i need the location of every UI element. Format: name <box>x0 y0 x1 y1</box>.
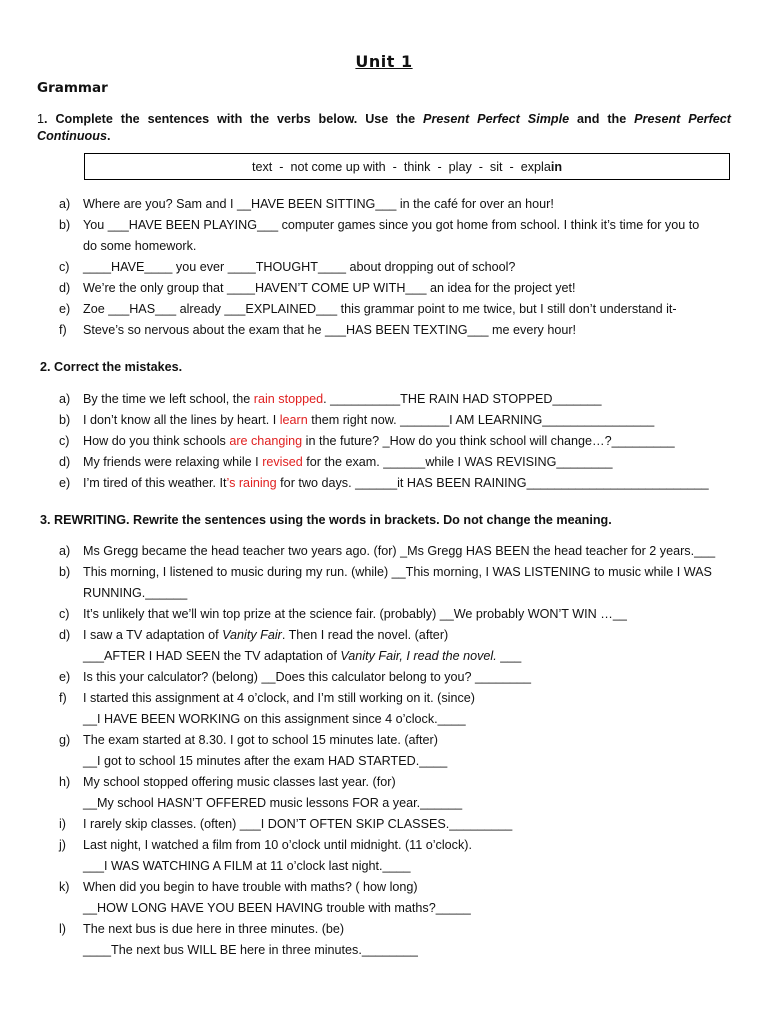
item-marker: c) <box>59 260 70 274</box>
item-text: . Then I read the novel. (after) <box>281 628 449 642</box>
verb-list: text - not come up with - think - play - sit - expla <box>251 159 551 174</box>
item-text: My friends were relaxing while I <box>83 455 263 469</box>
item-text: __I HAVE BEEN WORKING on this assignment since 4 o’clock.____ <box>83 712 466 726</box>
item-marker: f) <box>59 691 67 705</box>
list-item <box>0 646 731 667</box>
list-item <box>0 940 731 961</box>
item-marker: a) <box>59 392 71 406</box>
item-answer: for two days. ______it HAS BEEN RAINING__________________________ <box>276 476 709 490</box>
item-text: ___I WAS WATCHING A FILM at 11 o’clock last night.____ <box>83 859 411 873</box>
list-item <box>0 431 731 452</box>
list-item <box>0 541 731 562</box>
item-marker: d) <box>59 455 71 469</box>
item-answer: in the future? _How do you think school will change…?_________ <box>302 434 675 448</box>
item-marker: j) <box>59 838 66 852</box>
list-item <box>0 898 731 919</box>
item-marker: b) <box>59 413 71 427</box>
exercise-1-instructions <box>37 111 731 145</box>
item-title-italic: Vanity Fair <box>222 628 282 642</box>
item-marker: c) <box>59 434 70 448</box>
item-text: ____HAVE____ you ever ____THOUGHT____ about dropping out of school? <box>83 260 516 274</box>
item-text: __My school HASN’T OFFERED music lessons FOR a year.______ <box>83 796 463 810</box>
instr-text-c: and the <box>569 112 635 126</box>
item-text: The exam started at 8.30. I got to school 15 minutes late. (after) <box>83 733 438 747</box>
list-item <box>0 562 731 583</box>
list-item <box>0 604 731 625</box>
item-text: Ms Gregg became the head teacher two years ago. (for) _Ms Gregg HAS BEEN the head teacher for 2 years.___ <box>83 544 716 558</box>
list-item <box>0 299 731 320</box>
list-item <box>0 257 731 278</box>
list-item <box>0 688 731 709</box>
instr-text-e: . <box>106 129 111 143</box>
mistake-highlight: rain stopped <box>253 392 324 406</box>
exercise-1-number: 1 <box>37 112 45 126</box>
list-item <box>0 730 731 751</box>
list-item <box>0 583 731 604</box>
item-marker: l) <box>59 922 66 936</box>
item-marker: a) <box>59 197 71 211</box>
list-item <box>0 709 731 730</box>
item-text: I saw a TV adaptation of <box>83 628 223 642</box>
item-marker: h) <box>59 775 71 789</box>
item-text: Where are you? Sam and I __HAVE BEEN SITTING___ in the café for over an hour! <box>83 197 554 211</box>
item-text: __I got to school 15 minutes after the exam HAD STARTED.____ <box>83 754 448 768</box>
item-text: It’s unlikely that we’ll win top prize at the science fair. (probably) __We probably WON’T WIN …__ <box>83 607 627 621</box>
item-answer: for the exam. ______while I WAS REVISING________ <box>302 455 613 469</box>
item-marker: g) <box>59 733 71 747</box>
mistake-highlight: learn <box>279 413 308 427</box>
item-text: The next bus is due here in three minutes. (be) <box>83 922 345 936</box>
item-text: Is this your calculator? (belong) __Does this calculator belong to you? ________ <box>83 670 532 684</box>
item-text: do some homework. <box>83 239 197 253</box>
item-marker: a) <box>59 544 71 558</box>
list-item <box>0 278 731 299</box>
item-marker: e) <box>59 476 71 490</box>
mistake-highlight: revised <box>262 455 303 469</box>
item-marker: i) <box>59 817 66 831</box>
item-answer: . __________THE RAIN HAD STOPPED_______ <box>323 392 602 406</box>
exercise-2-heading: 2. Correct the mistakes. <box>40 360 183 374</box>
item-text: I’m tired of this weather. It <box>83 476 227 490</box>
mistake-highlight: are changing <box>229 434 303 448</box>
item-marker: d) <box>59 281 71 295</box>
item-text: When did you begin to have trouble with maths? ( how long) <box>83 880 418 894</box>
item-text: __HOW LONG HAVE YOU BEEN HAVING trouble with maths?_____ <box>83 901 471 915</box>
list-item <box>0 452 731 473</box>
item-marker: b) <box>59 565 71 579</box>
list-item <box>0 919 731 940</box>
list-item <box>0 473 731 494</box>
item-text: I started this assignment at 4 o’clock, and I’m still working on it. (since) <box>83 691 475 705</box>
item-marker: b) <box>59 218 71 232</box>
list-item <box>0 389 731 410</box>
item-text: This morning, I listened to music during my run. (while) __This morning, I WAS LISTENING to music while I WAS <box>83 565 712 579</box>
list-item <box>0 856 731 877</box>
list-item <box>0 835 731 856</box>
item-text: How do you think schools <box>83 434 230 448</box>
exercise-3-heading: 3. REWRITING. Rewrite the sentences using the words in brackets. Do not change the meaning. <box>40 513 612 527</box>
item-marker: e) <box>59 302 71 316</box>
exercise-1-list <box>0 194 731 341</box>
list-item <box>0 410 731 431</box>
item-text: By the time we left school, the <box>83 392 254 406</box>
instr-text-a: . Complete the sentences with the verbs below. Use the <box>44 112 424 126</box>
list-item <box>0 625 731 646</box>
item-text: ___AFTER I HAD SEEN the TV adaptation of <box>83 649 341 663</box>
list-item <box>0 772 731 793</box>
item-text: Zoe ___HAS___ already ___EXPLAINED___ this grammar point to me twice, but I still don’t understand it- <box>83 302 677 316</box>
page-title: Unit 1 <box>355 52 413 71</box>
list-item <box>0 793 731 814</box>
list-item <box>0 194 731 215</box>
mistake-highlight: ’s raining <box>226 476 277 490</box>
list-item <box>0 667 731 688</box>
item-text: RUNNING.______ <box>83 586 188 600</box>
item-marker: e) <box>59 670 71 684</box>
item-text: ____The next bus WILL BE here in three minutes.________ <box>83 943 418 957</box>
item-text: We’re the only group that ____HAVEN’T COME UP WITH___ an idea for the project yet! <box>83 281 576 295</box>
section-subtitle: Grammar <box>37 80 108 96</box>
item-marker: f) <box>59 323 67 337</box>
item-text: You ___HAVE BEEN PLAYING___ computer games since you got home from school. I think it’s time for you to <box>83 218 700 232</box>
exercise-3-list <box>0 541 731 961</box>
item-text: Steve’s so nervous about the exam that he ___HAS BEEN TEXTING___ me every hour! <box>83 323 577 337</box>
list-item <box>0 751 731 772</box>
list-item <box>0 236 731 257</box>
item-title-italic: Vanity Fair, I read the novel. <box>340 649 497 663</box>
exercise-2-list <box>0 389 731 494</box>
list-item <box>0 215 731 236</box>
list-item <box>0 320 731 341</box>
list-item <box>0 877 731 898</box>
item-marker: k) <box>59 880 70 894</box>
list-item <box>0 814 731 835</box>
item-marker: c) <box>59 607 70 621</box>
instr-text-b: Present Perfect Simple <box>423 112 570 126</box>
item-text: Last night, I watched a film from 10 o’clock until midnight. (11 o’clock). <box>83 838 472 852</box>
item-text: I rarely skip classes. (often) ___I DON’T OFTEN SKIP CLASSES._________ <box>83 817 513 831</box>
item-text: I don’t know all the lines by heart. I <box>83 413 280 427</box>
item-marker: d) <box>59 628 71 642</box>
item-text: My school stopped offering music classes last year. (for) <box>83 775 396 789</box>
verb-box <box>84 153 730 180</box>
item-text: ___ <box>496 649 522 663</box>
instr-text-d: Present Perfect Continuous <box>37 112 731 143</box>
verb-list-tail: in <box>550 159 563 174</box>
item-answer: them right now. _______I AM LEARNING________________ <box>307 413 655 427</box>
